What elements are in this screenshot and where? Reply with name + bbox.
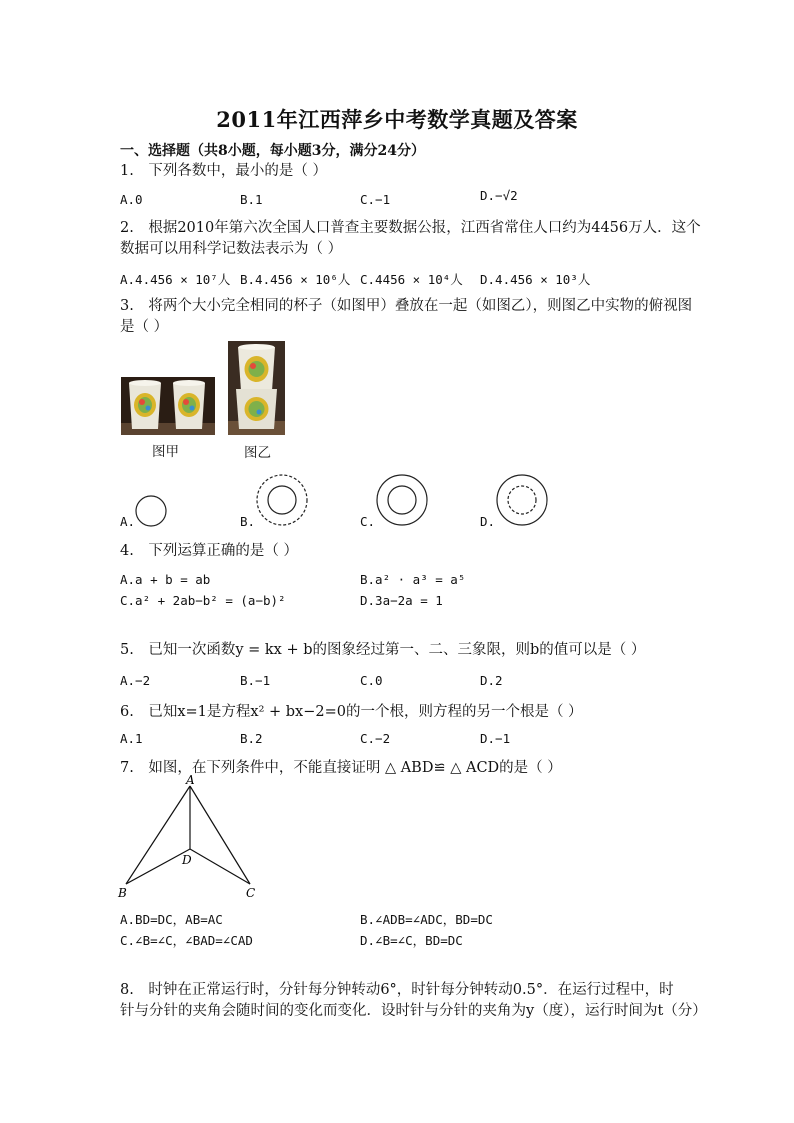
question-3-option-c[interactable]: C. xyxy=(360,514,376,529)
segment-ab xyxy=(126,786,190,884)
point-label-c: C xyxy=(246,886,256,900)
top-view-single-circle xyxy=(132,494,172,530)
question-1-option-b[interactable]: B.1 xyxy=(240,192,263,207)
question-4-stem: 4. 下列运算正确的是（ ） xyxy=(120,543,298,559)
question-5-option-d[interactable]: D.2 xyxy=(480,673,503,688)
question-6-option-d[interactable]: D.−1 xyxy=(480,731,511,746)
page-title: 2011年江西萍乡中考数学真题及答案 xyxy=(216,107,578,132)
question-7-stem: 7. 如图，在下列条件中，不能直接证明 △ ABD≌ △ ACD的是（ ） xyxy=(120,760,562,776)
question-2-line1: 2. 根据2010年第六次全国人口普查主要数据公报，江西省常住人口约为4456万人．这个 xyxy=(120,220,701,236)
segment-ac xyxy=(190,786,250,884)
question-2-line2: 数据可以用科学记数法表示为（ ） xyxy=(120,241,343,257)
question-2-option-d[interactable]: D.4.456 × 10³人 xyxy=(480,272,591,287)
question-1-option-c[interactable]: C.−1 xyxy=(360,192,391,207)
question-7-option-a[interactable]: A.BD=DC，AB=AC xyxy=(120,912,223,927)
caption-jia: 图甲 xyxy=(152,444,179,460)
question-4-option-a[interactable]: A.a + b = ab xyxy=(120,572,211,587)
top-view-dashed-inner-circle xyxy=(494,472,554,530)
question-5-stem: 5. 已知一次函数y = kx + b的图象经过第一、二、三象限，则b的值可以是（ ） xyxy=(120,642,646,658)
question-2-option-b[interactable]: B.4.456 × 10⁶人 xyxy=(240,272,351,287)
question-7-option-b[interactable]: B.∠ADB=∠ADC，BD=DC xyxy=(360,912,493,927)
point-label-d: D xyxy=(182,853,192,867)
question-1-stem: 1. 下列各数中，最小的是（ ） xyxy=(120,163,327,179)
question-5-option-a[interactable]: A.−2 xyxy=(120,673,151,688)
question-3-line1: 3. 将两个大小完全相同的杯子（如图甲）叠放在一起（如图乙），则图乙中实物的俯视图 xyxy=(120,298,693,314)
question-8-line2: 针与分针的夹角会随时间的变化而变化．设时针与分针的夹角为y（度），运行时间为t（分） xyxy=(120,1003,707,1019)
cups-side-by-side-photo xyxy=(121,377,215,435)
segment-bd xyxy=(126,849,190,884)
question-4-option-b[interactable]: B.a² · a³ = a⁵ xyxy=(360,572,466,587)
point-label-a: A xyxy=(186,773,195,787)
question-4-option-c[interactable]: C.a² + 2ab−b² = (a−b)² xyxy=(120,593,286,608)
top-view-dashed-outer-circle xyxy=(254,472,314,530)
question-2-option-a[interactable]: A.4.456 × 10⁷人 xyxy=(120,272,231,287)
question-2-option-c[interactable]: C.4456 × 10⁴人 xyxy=(360,272,463,287)
question-1-option-a[interactable]: A.0 xyxy=(120,192,143,207)
question-6-stem: 6. 已知x=1是方程x² + bx−2=0的一个根，则方程的另一个根是（ ） xyxy=(120,704,583,720)
question-6-option-a[interactable]: A.1 xyxy=(120,731,143,746)
question-6-option-c[interactable]: C.−2 xyxy=(360,731,391,746)
segment-cd xyxy=(190,849,250,884)
question-7-option-d[interactable]: D.∠B=∠C，BD=DC xyxy=(360,933,463,948)
question-3-line2: 是（ ） xyxy=(120,319,169,335)
question-6-option-b[interactable]: B.2 xyxy=(240,731,263,746)
question-3-option-d[interactable]: D. xyxy=(480,514,496,529)
question-5-option-c[interactable]: C.0 xyxy=(360,673,383,688)
question-3-option-a[interactable]: A. xyxy=(120,514,136,529)
question-1-option-d[interactable]: D.−√2 xyxy=(480,188,518,203)
caption-yi: 图乙 xyxy=(244,445,271,461)
triangle-abd-acd-diagram xyxy=(112,772,272,904)
point-label-b: B xyxy=(118,886,127,900)
question-8-line1: 8. 时钟在正常运行时，分针每分钟转动6°，时针每分钟转动0.5°．在运行过程中，时 xyxy=(120,982,674,998)
top-view-two-solid-circles xyxy=(374,472,434,530)
section-heading: 一、选择题（共8小题，每小题3分，满分24分） xyxy=(120,143,425,159)
question-4-option-d[interactable]: D.3a−2a = 1 xyxy=(360,593,443,608)
question-3-option-b[interactable]: B. xyxy=(240,514,256,529)
cups-stacked-photo xyxy=(228,341,285,435)
question-5-option-b[interactable]: B.−1 xyxy=(240,673,271,688)
question-7-option-c[interactable]: C.∠B=∠C，∠BAD=∠CAD xyxy=(120,933,253,948)
